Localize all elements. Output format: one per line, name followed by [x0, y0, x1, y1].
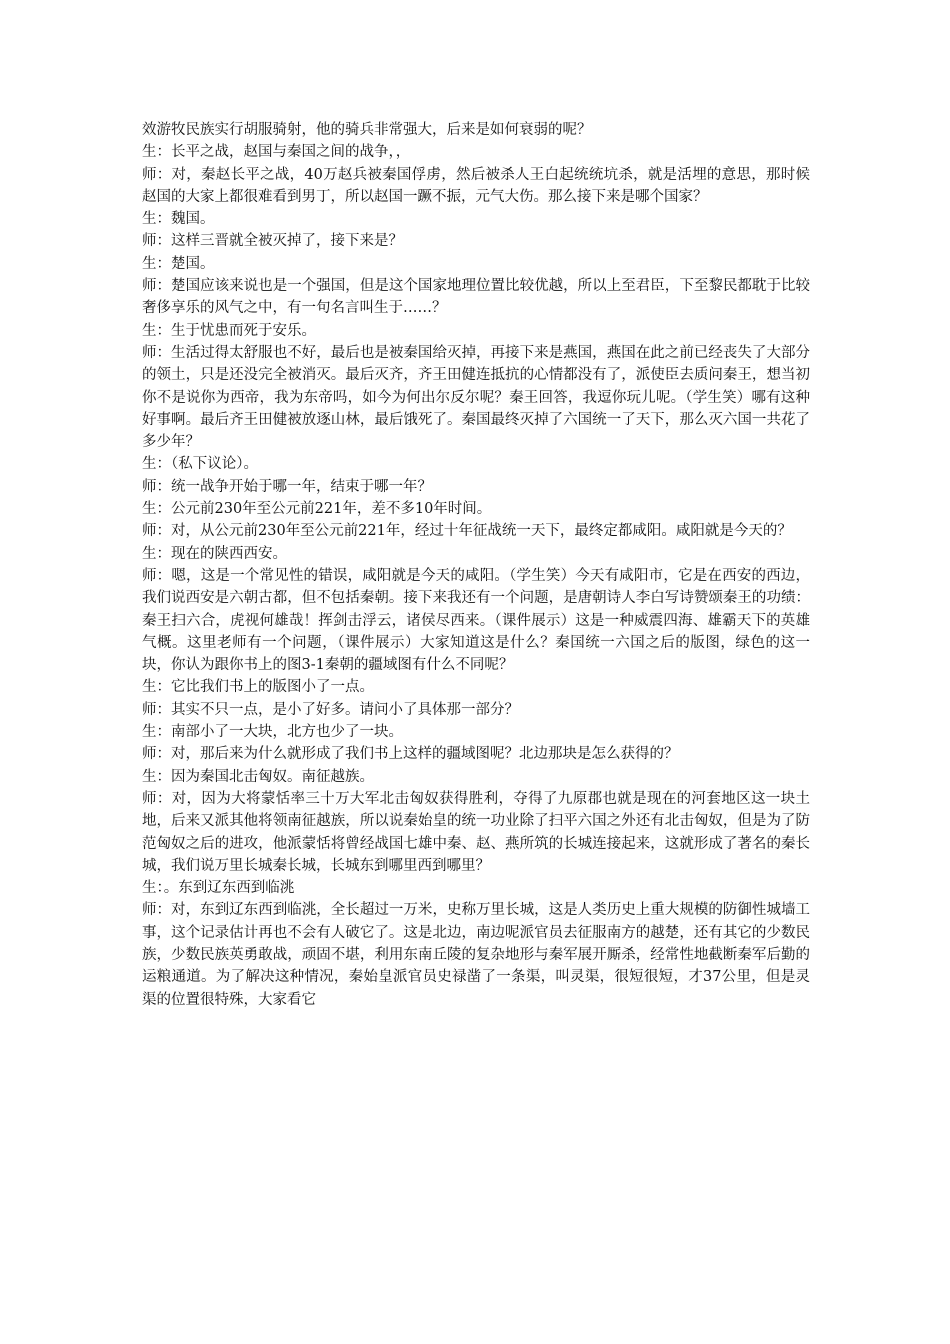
paragraph: 生：生于忧患而死于安乐。 — [142, 322, 316, 339]
paragraph: 生：。东到辽东西到临洮 — [142, 880, 295, 897]
paragraph: 生：现在的陕西西安。 — [142, 545, 287, 562]
paragraph: 生：因为秦国北击匈奴。南征越族。 — [142, 768, 374, 785]
paragraph: 师：对，从公元前230年至公元前221年，经过十年征战统一天下，最终定都咸阳。咸阳就是今天的？ — [142, 523, 792, 540]
paragraph: 效游牧民族实行胡服骑射，他的骑兵非常强大，后来是如何衰弱的呢？ — [142, 122, 592, 138]
paragraph: 师：统一战争开始于哪一年，结束于哪一年？ — [142, 478, 432, 495]
paragraph: 生：长平之战，赵国与秦国之间的战争，， — [142, 144, 411, 161]
paragraph: 生：（私下议论）。 — [142, 456, 258, 473]
paragraph: 师：对，秦赵长平之战，40万赵兵被秦国俘虏，然后被杀人王白起统统坑杀，就是活埋的意思，那时候赵国的大家上都很难看到男丁，所以赵国一蹶不振，元气大伤。那么接下来是哪个国家？ — [142, 166, 810, 205]
paragraph: 师：嗯，这是一个常见性的错误，咸阳就是今天的咸阳。（学生笑）今天有咸阳市，它是在西安的西边，我们说西安是六朝古都，但不包括秦朝。接下来我还有一个问题，是唐朝诗人李白写诗赞颂秦王的功绩：秦王扫六合，虎视何雄哉！挥剑击浮云，诸侯尽西来。（课件展示）这是一种威震四海、雄霸天下的英雄气概。这里老师有一个问题，（课件展示）大家知道这是什么？秦国统一六国之后的版图，绿色的这一块，你认为跟你书上的图3-1秦朝的疆域图有什么不同呢？ — [142, 567, 810, 674]
paragraph: 生：楚国。 — [142, 255, 215, 272]
paragraph: 师：楚国应该来说也是一个强国，但是这个国家地理位置比较优越，所以上至君臣，下至黎民都耽于比较奢侈享乐的风气之中，有一句名言叫生于……？ — [142, 278, 810, 317]
document-body — [142, 119, 810, 1011]
paragraph: 生：它比我们书上的版图小了一点。 — [142, 679, 374, 696]
paragraph: 师：生活过得太舒服也不好，最后也是被秦国给灭掉，再接下来是燕国，燕国在此之前已经丧失了大部分的领土，只是还没完全被消灭。最后灭齐，齐王田健连抵抗的心情都没有了，派使臣去质问秦王，想当初你不是说你为西帝，我为东帝吗，如今为何出尔反尔呢？秦王回答，我逗你玩儿呢。（学生笑）哪有这种好事啊。最后齐王田健被放逐山林，最后饿死了。秦国最终灭掉了六国统一了天下，那么灭六国一共花了多少年？ — [142, 344, 810, 451]
paragraph: 师：对，因为大将蒙恬率三十万大军北击匈奴获得胜利，夺得了九原郡也就是现在的河套地区这一块土地，后来又派其他将领南征越族，所以说秦始皇的统一功业除了扫平六国之外还有北击匈奴，但是为了防范匈奴之后的进攻，他派蒙恬将曾经战国七雄中秦、赵、燕所筑的长城连接起来，这就形成了著名的秦长城，我们说万里长城秦长城，长城东到哪里西到哪里？ — [142, 790, 810, 874]
paragraph: 生：南部小了一大块，北方也少了一块。 — [142, 724, 403, 741]
paragraph: 师：对，东到辽东西到临洮，全长超过一万米，史称万里长城，这是人类历史上重大规模的防御性城墙工事，这个记录估计再也不会有人破它了。这是北边，南边呢派官员去征服南方的越楚，还有其它的少数民族，少数民族英勇敢战，顽固不堪，利用东南丘陵的复杂地形与秦军展开厮杀，经常性地截断秦军后勤的运粮通道。为了解决这种情况，秦始皇派官员史禄凿了一条渠，叫灵渠，很短很短，才37公里，但是灵渠的位置很特殊，大家看它 — [142, 902, 810, 1008]
paragraph: 师：对，那后来为什么就形成了我们书上这样的疆域图呢？北边那块是怎么获得的？ — [142, 746, 679, 763]
paragraph: 生：魏国。 — [142, 211, 215, 228]
paragraph: 师：其实不只一点，是小了好多。请问小了具体那一部分？ — [142, 701, 519, 718]
paragraph: 生：公元前230年至公元前221年，差不多10年时间。 — [142, 501, 492, 518]
paragraph: 师：这样三晋就全被灭掉了，接下来是？ — [142, 233, 403, 250]
